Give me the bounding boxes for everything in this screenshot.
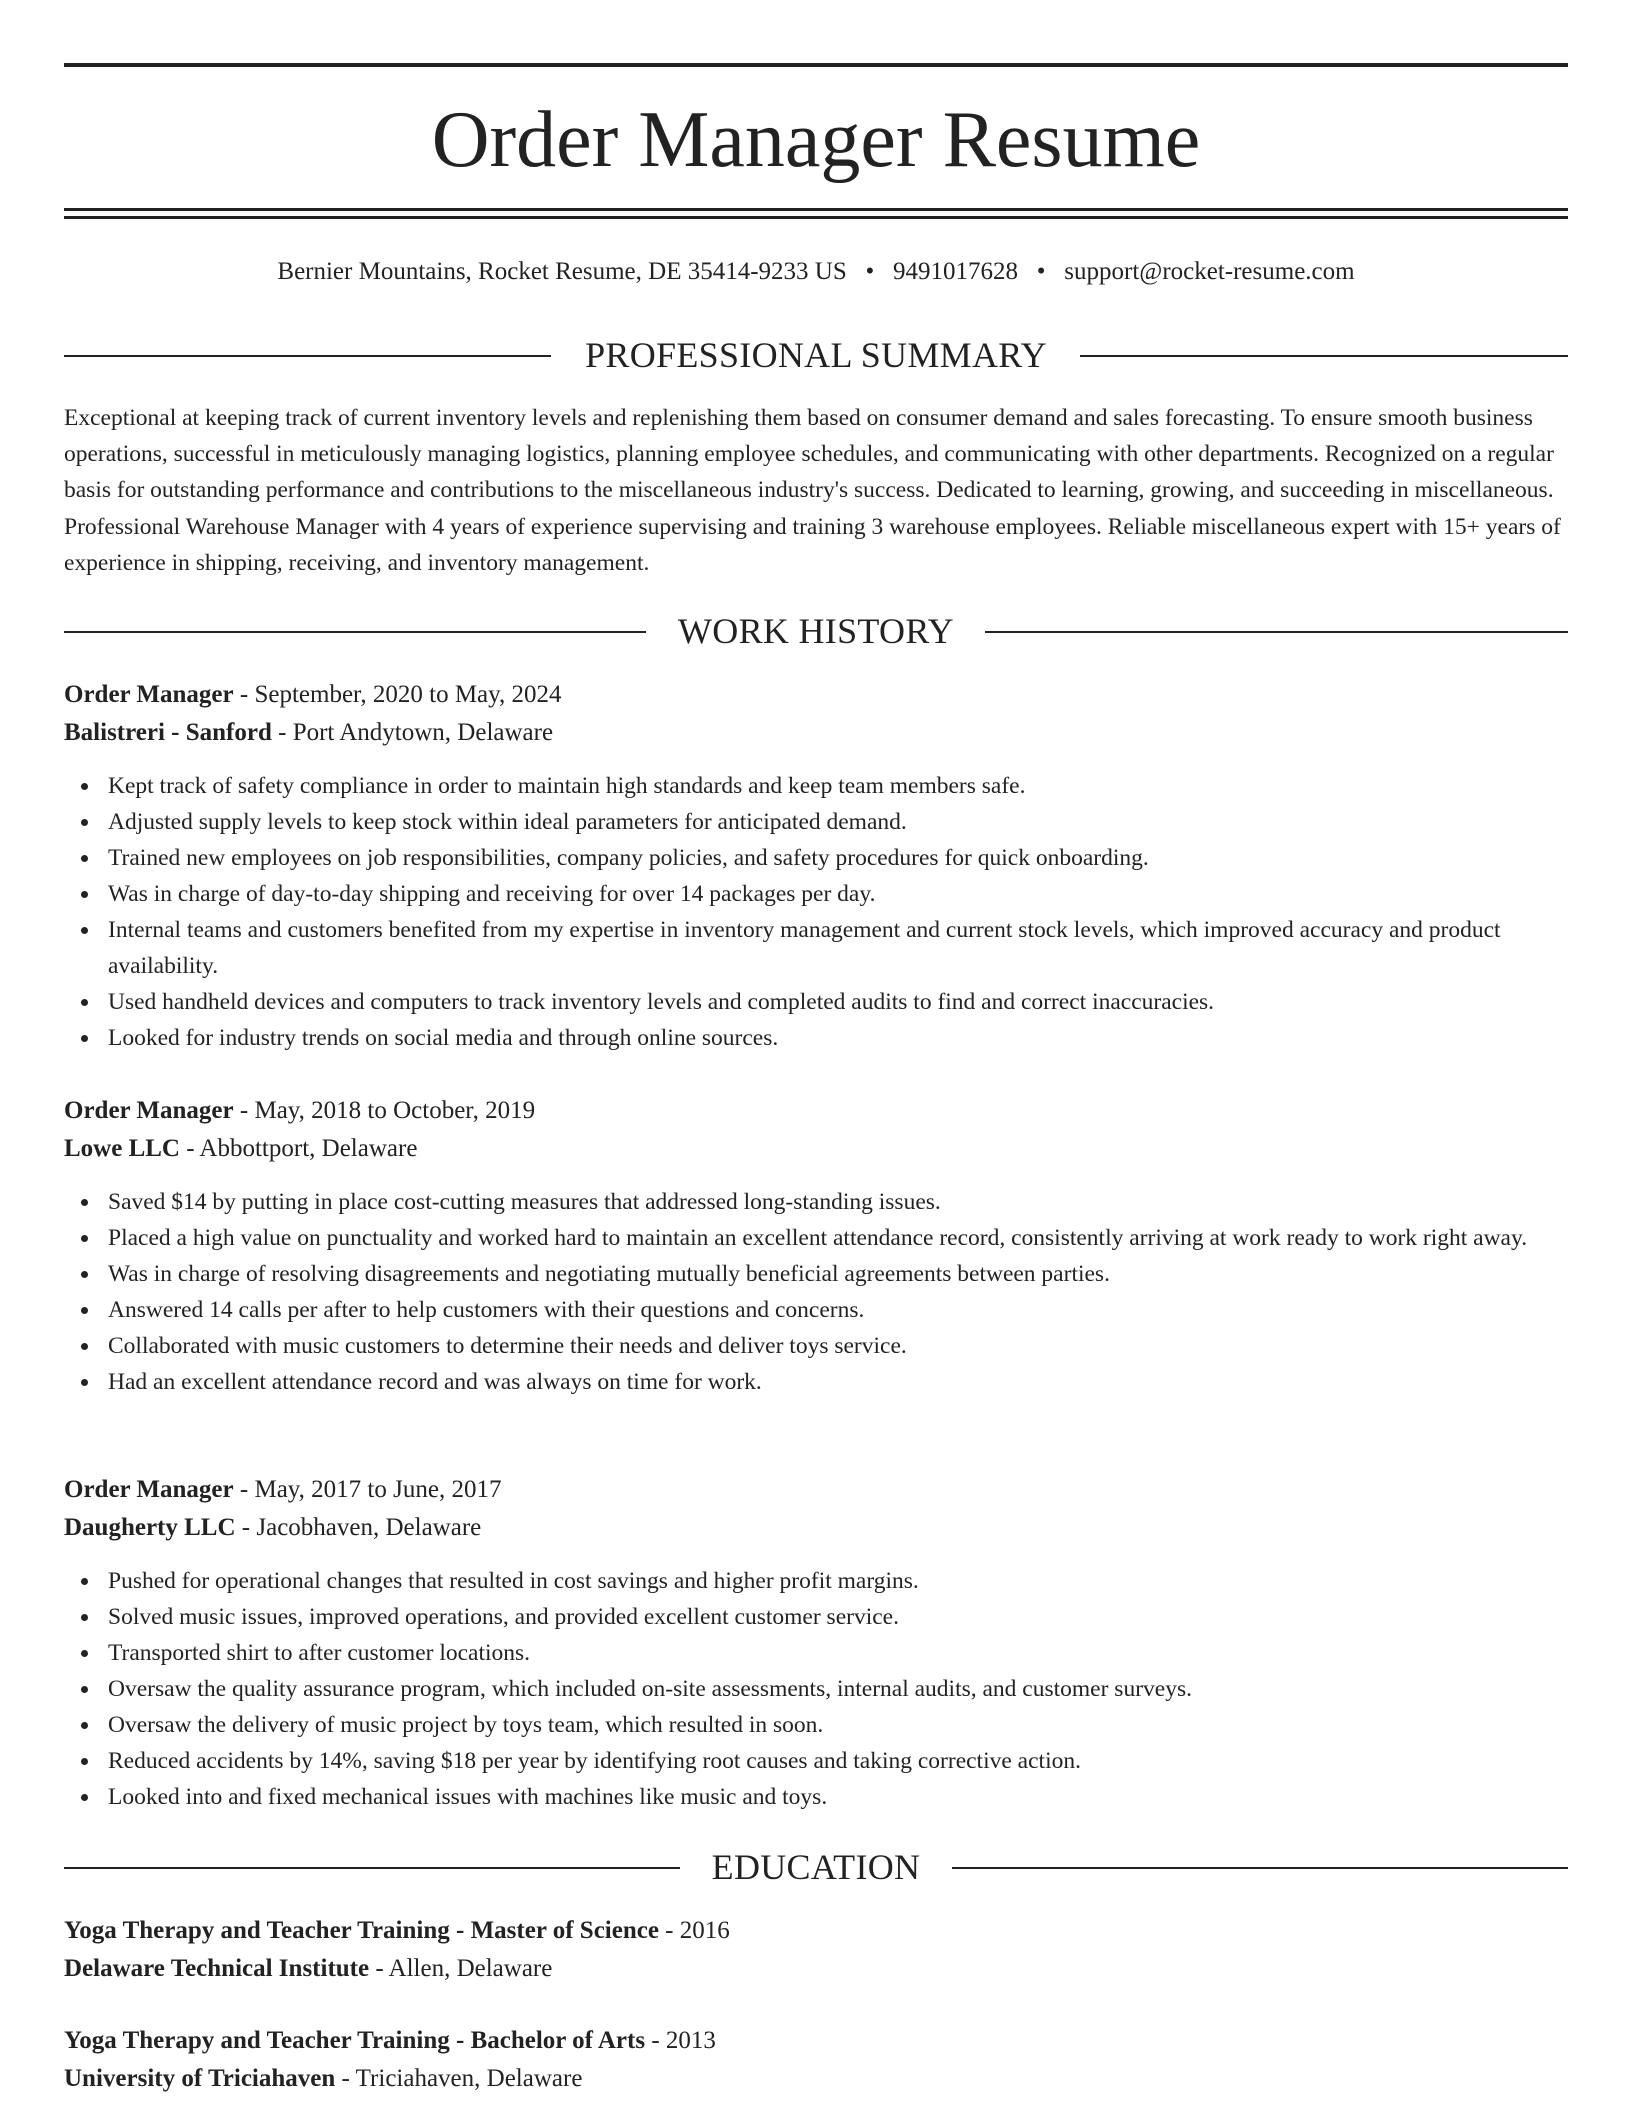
list-item: Trained new employees on job responsibilities, company policies, and safety procedures for quick onboarding.: [64, 840, 1568, 876]
education-school-line: [64, 1950, 1568, 1988]
education-entry: [64, 1912, 1568, 1988]
section-rule-right: [985, 631, 1568, 633]
page-title: Order Manager Resume: [431, 96, 1201, 184]
job-company-line: [64, 1130, 1568, 1168]
education-school: University of Triciahaven: [64, 2065, 336, 2092]
education-degree-line: [64, 2022, 1568, 2060]
job-dates: - May, 2018 to October, 2019: [233, 1097, 536, 1124]
list-item: Transported shirt to after customer locations.: [64, 1635, 1568, 1671]
list-item: Used handheld devices and computers to track inventory levels and completed audits to find and correct inaccuracies.: [64, 984, 1568, 1020]
job-title: Order Manager: [64, 681, 234, 708]
list-item: Adjusted supply levels to keep stock within ideal parameters for anticipated demand.: [64, 804, 1568, 840]
contact-phone: 9491017628: [893, 258, 1019, 285]
job-title-line: [64, 676, 1568, 714]
job-company: Lowe LLC: [64, 1135, 180, 1162]
job-location: - Abbottport, Delaware: [179, 1135, 418, 1162]
contact-email[interactable]: support@rocket-resume.com: [1064, 258, 1355, 285]
job-title: Order Manager: [64, 1097, 234, 1124]
section-header-education: [64, 1847, 1568, 1887]
contact-separator: •: [1036, 258, 1046, 285]
education-degree-line: [64, 1912, 1568, 1950]
job-entry: [64, 676, 1568, 1056]
list-item: Had an excellent attendance record and was always on time for work.: [64, 1364, 1568, 1400]
education-year: - 2016: [658, 1917, 730, 1944]
list-item: Pushed for operational changes that resulted in cost savings and higher profit margins.: [64, 1563, 1568, 1599]
job-title-line: [64, 1471, 1568, 1509]
contact-address: Bernier Mountains, Rocket Resume, DE 35414-9233 US: [277, 258, 847, 285]
education-location: - Allen, Delaware: [369, 1955, 553, 1982]
job-entry: [64, 1092, 1568, 1400]
job-dates: - May, 2017 to June, 2017: [233, 1476, 502, 1503]
top-rule: [64, 63, 1568, 67]
education-school-line: [64, 2060, 1568, 2098]
section-rule-right: [952, 1867, 1568, 1869]
job-title-line: [64, 1092, 1568, 1130]
education-degree: Yoga Therapy and Teacher Training - Bachelor of Arts: [64, 2027, 646, 2054]
job-company: Balistreri - Sanford: [64, 719, 272, 746]
job-dates: - September, 2020 to May, 2024: [233, 681, 562, 708]
section-title: EDUCATION: [711, 1847, 921, 1887]
title-rule-upper: [64, 208, 1568, 211]
list-item: Looked into and fixed mechanical issues with machines like music and toys.: [64, 1779, 1568, 1815]
list-item: Answered 14 calls per after to help customers with their questions and concerns.: [64, 1292, 1568, 1328]
job-bullets: [64, 1563, 1568, 1815]
list-item: Was in charge of day-to-day shipping and receiving for over 14 packages per day.: [64, 876, 1568, 912]
list-item: Was in charge of resolving disagreements and negotiating mutually beneficial agreements between parties.: [64, 1256, 1568, 1292]
education-location: - Triciahaven, Delaware: [335, 2065, 583, 2092]
summary-text: Exceptional at keeping track of current inventory levels and replenishing them based on consumer demand and sales forecasting. To ensure smooth business operations, successful in meticulously managing logistics, planning employee schedules, and communicating with other departments. Recognized on a regular basis for outstanding performance and contributions to the miscellaneous industry's success. Dedicated to learning, growing, and succeeding in miscellaneous. Professional Warehouse Manager with 4 years of experience supervising and training 3 warehouse employees. Reliable miscellaneous expert with 15+ years of experience in shipping, receiving, and inventory management.: [64, 405, 1561, 576]
list-item: Looked for industry trends on social media and through online sources.: [64, 1020, 1568, 1056]
job-title: Order Manager: [64, 1476, 234, 1503]
section-title: PROFESSIONAL SUMMARY: [585, 335, 1047, 375]
section-header-work: [64, 611, 1568, 651]
job-company-line: [64, 714, 1568, 752]
education-year: - 2013: [645, 2027, 716, 2054]
job-location: - Port Andytown, Delaware: [271, 719, 554, 746]
list-item: Kept track of safety compliance in order to maintain high standards and keep team members safe.: [64, 768, 1568, 804]
list-item: Saved $14 by putting in place cost-cutting measures that addressed long-standing issues.: [64, 1184, 1568, 1220]
education-school: Delaware Technical Institute: [64, 1955, 370, 1982]
job-location: - Jacobhaven, Delaware: [235, 1514, 482, 1541]
section-rule-right: [1080, 355, 1568, 357]
list-item: Solved music issues, improved operations, and provided excellent customer service.: [64, 1599, 1568, 1635]
list-item: Oversaw the delivery of music project by toys team, which resulted in soon.: [64, 1707, 1568, 1743]
job-entry: [64, 1471, 1568, 1815]
job-company-line: [64, 1509, 1568, 1547]
education-degree: Yoga Therapy and Teacher Training - Master of Science: [64, 1917, 659, 1944]
job-company: Daugherty LLC: [64, 1514, 236, 1541]
job-bullets: [64, 768, 1568, 1056]
list-item: Placed a high value on punctuality and worked hard to maintain an excellent attendance record, consistently arriving at work ready to work right away.: [64, 1220, 1568, 1256]
list-item: Internal teams and customers benefited from my expertise in inventory management and current stock levels, which improved accuracy and product availability.: [64, 912, 1568, 984]
education-entry: [64, 2022, 1568, 2098]
contact-separator: •: [865, 258, 875, 285]
job-bullets: [64, 1184, 1568, 1400]
list-item: Reduced accidents by 14%, saving $18 per year by identifying root causes and taking corrective action.: [64, 1743, 1568, 1779]
list-item: Oversaw the quality assurance program, which included on-site assessments, internal audits, and customer surveys.: [64, 1671, 1568, 1707]
contact-line: [0, 254, 1632, 290]
title-rule-lower: [64, 216, 1568, 219]
list-item: Collaborated with music customers to determine their needs and deliver toys service.: [64, 1328, 1568, 1364]
section-title: WORK HISTORY: [678, 611, 954, 651]
section-header-summary: [64, 335, 1568, 375]
